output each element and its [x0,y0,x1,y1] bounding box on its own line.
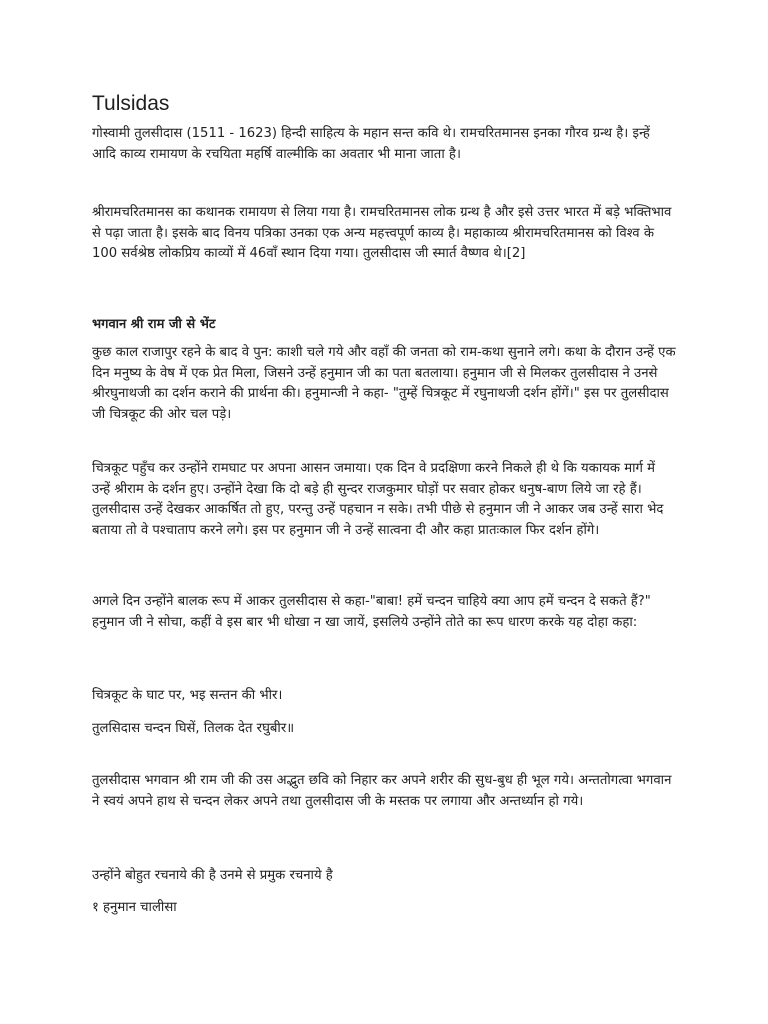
intro-paragraph: गोस्वामी तुलसीदास (1511 - 1623) हिन्दी साहित्य के महान सन्त कवि थे। रामचरितमानस इनका गौरव ग्रन्थ है। इन्हें आदि काव्य रामायण के रचयिता महर्षि वाल्मीकि का अवतार भी माना जाता है। [92,126,650,162]
doha-line-1: चित्रकूट के घाट पर, भइ सन्तन की भीर। [92,688,283,703]
kashi-paragraph: कुछ काल राजापुर रहने के बाद वे पुन: काशी चले गये और वहाँ की जनता को राम-कथा सुनाने लगे। कथा के दौरान उन्हें एक दिन मनुष्य के वेष में एक प्रेत मिला, जिसने उन्हें हनुमान जी का पता बतलाया। हनुमान जी से मिलकर तुलसीदास ने उनसे श्रीरघुनाथजी का दर्शन कराने की प्रार्थना की। हनुमान्जी ने कहा- "तुम्हें चित्रकूट में रघुनाथजी दर्शन होंगें।" इस पर तुलसीदास जी चित्रकूट की ओर चल पड़े। [92,345,676,422]
darshan-paragraph: तुलसीदास भगवान श्री राम जी की उस अद्भुत छवि को निहार कर अपने शरीर की सुध-बुध ही भूल गये। अन्ततोगत्वा भगवान ने स्वयं अपने हाथ से चन्दन लेकर अपने तथा तुलसीदास जी के मस्तक पर लगाया और अन्तर्ध्यान हो गये। [92,773,672,809]
chitrakoot-paragraph: चित्रकूट पहुँच कर उन्होंने रामघाट पर अपना आसन जमाया। एक दिन वे प्रदक्षिणा करने निकले ही थे कि यकायक मार्ग में उन्हें श्रीराम के दर्शन हुए। उन्होंने देखा कि दो बड़े ही सुन्दर राजकुमार घोड़ों पर सवार होकर धनुष-बाण लिये जा रहे हैं। तुलसीदास उन्हें देखकर आकर्षित तो हुए, परन्तु उन्हें पहचान न सके। तभी पीछे से हनुमान जी ने आकर जब उन्हें सारा भेद बताया तो वे पश्चाताप करने लगे। इस पर हनुमान जी ने उन्हें सात्वना दी और कहा प्रातःकाल फिर दर्शन होंगे। [92,461,664,538]
section-heading: भगवान श्री राम जी से भेंट [92,317,216,332]
works-list-item: १ हनुमान चालीसा [92,900,177,915]
works-intro: उन्होंने बोहुत रचनाये की है उनमे से प्रमुक रचनाये है [92,868,333,883]
next-day-paragraph: अगले दिन उन्होंने बालक रूप में आकर तुलसीदास से कहा-"बाबा! हमें चन्दन चाहिये क्या आप हमें चन्दन दे सकते हैं?" हनुमान जी ने सोचा, कहीं वे इस बार भी धोखा न खा जायें, इसलिये उन्होंने तोते का रूप धारण करके यह दोहा कहा: [92,594,651,630]
doha-line-2: तुलसिदास चन्दन घिसें, तिलक देत रघुबीर॥ [92,721,295,736]
ramcharitmanas-paragraph: श्रीरामचरितमानस का कथानक रामायण से लिया गया है। रामचरितमानस लोक ग्रन्थ है और इसे उत्तर भारत में बड़े भक्तिभाव से पढ़ा जाता है। इसके बाद विनय पत्रिका उनका एक अन्य महत्त्वपूर्ण काव्य है। महाकाव्य श्रीरामचरितमानस को विश्व के 100 सर्वश्रेष्ठ लोकप्रिय काव्यों में 46वाँ स्थान दिया गया। तुलसीदास जी स्मार्त वैष्णव थे।[2] [92,205,672,261]
page-title: Tulsidas [92,92,170,115]
